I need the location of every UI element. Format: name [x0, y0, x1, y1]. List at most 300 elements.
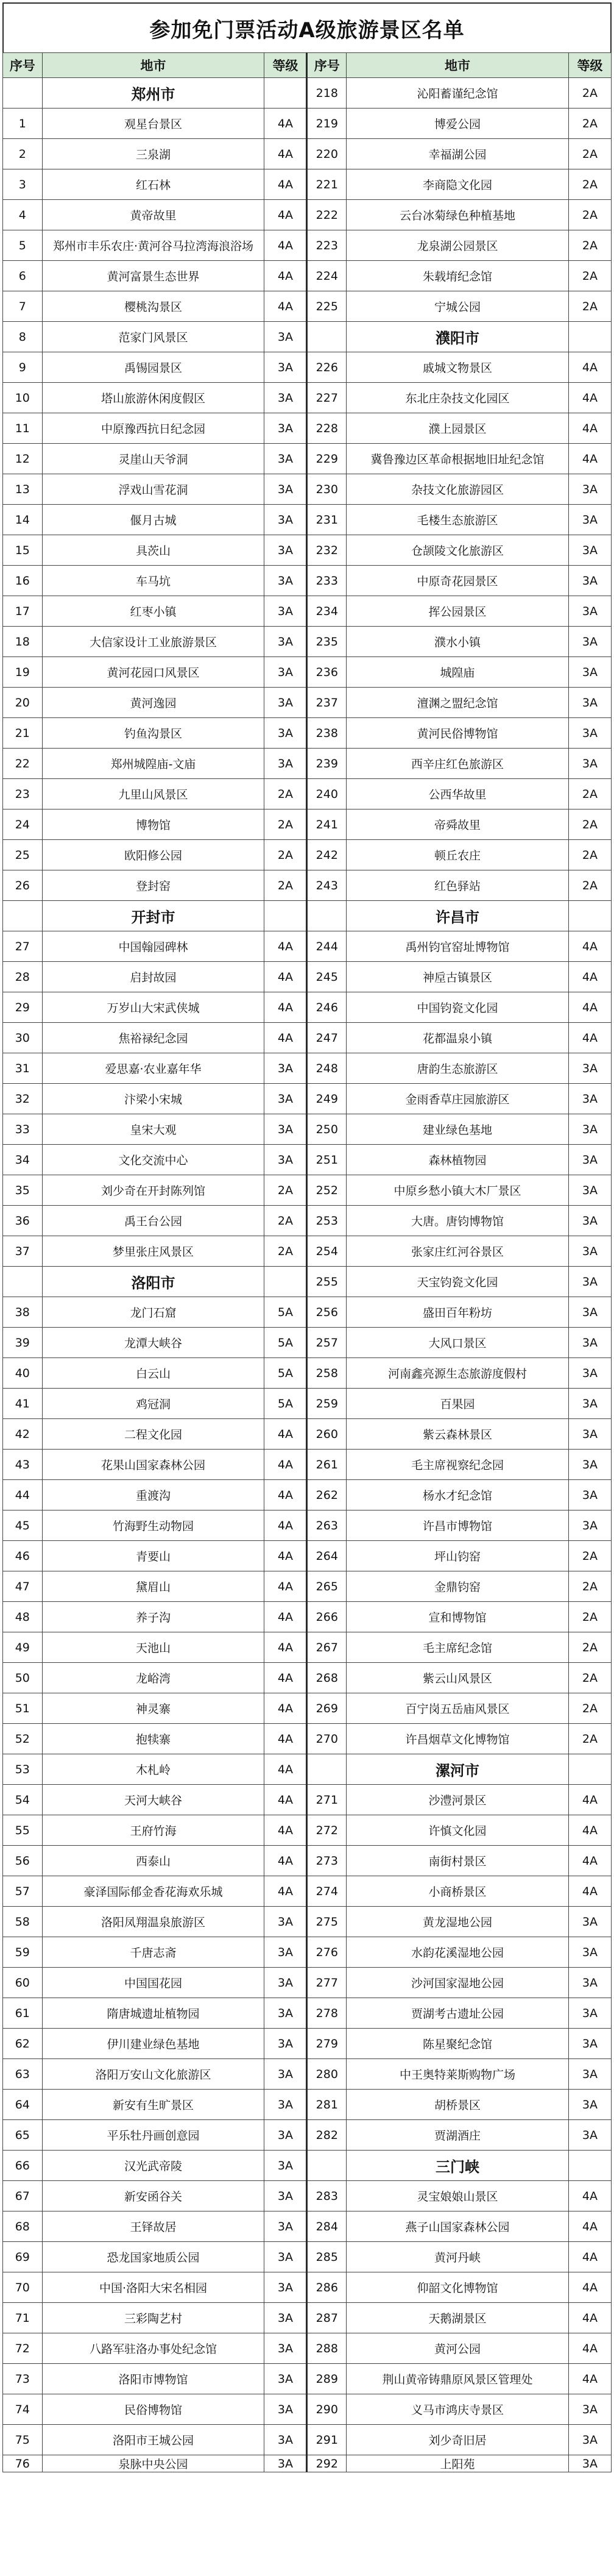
- row-number: 47: [3, 1571, 43, 1602]
- row-number: 58: [3, 1907, 43, 1937]
- table-row: [3, 2120, 612, 2151]
- row-number: 265: [307, 1571, 347, 1602]
- spot-name: 建业绿色基地: [347, 1114, 569, 1145]
- spot-grade: 3A: [568, 1084, 611, 1114]
- spot-name: 戚城文物景区: [347, 352, 569, 383]
- row-number: 45: [3, 1510, 43, 1541]
- table-row: [3, 78, 612, 109]
- spot-name: 博爱公园: [347, 109, 569, 139]
- row-number: 277: [307, 1968, 347, 1998]
- spot-grade: 3A: [568, 1297, 611, 1328]
- row-number: 291: [307, 2425, 347, 2455]
- spot-name: 紫云森林景区: [347, 1419, 569, 1450]
- table-row: [3, 840, 612, 870]
- spot-name: 唐韵生态旅游区: [347, 1053, 569, 1084]
- spot-grade: 2A: [568, 779, 611, 809]
- spot-grade: 3A: [264, 383, 307, 413]
- table-row: [3, 1541, 612, 1571]
- spot-name: 九里山风景区: [42, 779, 264, 809]
- spot-grade: 4A: [568, 444, 611, 474]
- spot-name: 中原奇花园景区: [347, 566, 569, 596]
- row-number: 257: [307, 1328, 347, 1358]
- row-number: 287: [307, 2303, 347, 2333]
- table-row: [3, 992, 612, 1023]
- spot-grade: 3A: [264, 2394, 307, 2425]
- row-number: 31: [3, 1053, 43, 1084]
- spot-name: 挥公园景区: [347, 596, 569, 627]
- spot-grade: 3A: [568, 1053, 611, 1084]
- spot-grade: 2A: [568, 78, 611, 109]
- spot-grade: 3A: [264, 352, 307, 383]
- spot-name: 冀鲁豫边区革命根据地旧址纪念馆: [347, 444, 569, 474]
- spot-grade: 2A: [264, 1175, 307, 1206]
- spot-grade: 3A: [568, 718, 611, 749]
- spot-name: 胡桥景区: [347, 2090, 569, 2120]
- row-number: 74: [3, 2394, 43, 2425]
- spot-name: 仰韶文化博物馆: [347, 2272, 569, 2303]
- row-number: 34: [3, 1145, 43, 1175]
- table-row: [3, 109, 612, 139]
- spot-grade: 4A: [568, 2211, 611, 2242]
- spot-grade: 3A: [568, 1389, 611, 1419]
- spot-name: 汉光武帝陵: [42, 2151, 264, 2181]
- spot-grade: 5A: [264, 1328, 307, 1358]
- spot-name: 沙澧河景区: [347, 1785, 569, 1815]
- spot-name: 帝舜故里: [347, 809, 569, 840]
- row-number: 65: [3, 2120, 43, 2151]
- city-grade-cell: [264, 78, 307, 109]
- spot-name: 焦裕禄纪念园: [42, 1023, 264, 1053]
- row-number: 281: [307, 2090, 347, 2120]
- spot-grade: 2A: [568, 1602, 611, 1632]
- row-number: 266: [307, 1602, 347, 1632]
- city-grade-cell: [264, 901, 307, 931]
- spot-grade: 2A: [568, 109, 611, 139]
- spot-name: 竹海野生动物园: [42, 1510, 264, 1541]
- table-row: [3, 230, 612, 261]
- spot-name: 大风口景区: [347, 1328, 569, 1358]
- spot-name: 启封故园: [42, 962, 264, 992]
- row-number: 29: [3, 992, 43, 1023]
- spot-grade: 4A: [264, 139, 307, 169]
- spot-name: 木札岭: [42, 1754, 264, 1785]
- table-row: [3, 688, 612, 718]
- row-number: 282: [307, 2120, 347, 2151]
- spot-name: 三泉湖: [42, 139, 264, 169]
- spot-grade: 3A: [264, 2059, 307, 2090]
- row-number: 235: [307, 627, 347, 657]
- spot-name: 杨水才纪念馆: [347, 1480, 569, 1510]
- row-number: 220: [307, 139, 347, 169]
- spot-grade: 3A: [264, 1053, 307, 1084]
- row-number: 2: [3, 139, 43, 169]
- row-number: 248: [307, 1053, 347, 1084]
- row-number: 283: [307, 2181, 347, 2211]
- table-row: [3, 1571, 612, 1602]
- spot-grade: 3A: [568, 1114, 611, 1145]
- city-heading: 三门峡: [347, 2151, 569, 2181]
- table-row: [3, 1968, 612, 1998]
- city-no-cell: [307, 1754, 347, 1785]
- row-number: 35: [3, 1175, 43, 1206]
- spot-name: 黄河逸园: [42, 688, 264, 718]
- table-row: [3, 1815, 612, 1846]
- spot-grade: 4A: [568, 1846, 611, 1876]
- row-number: 234: [307, 596, 347, 627]
- spot-name: 禹州钧官窑址博物馆: [347, 931, 569, 962]
- table-row: [3, 1389, 612, 1419]
- row-number: 43: [3, 1450, 43, 1480]
- spot-grade: 3A: [568, 1450, 611, 1480]
- spot-grade: 4A: [568, 2242, 611, 2272]
- spot-name: 濮上园景区: [347, 413, 569, 444]
- spot-name: 天宝钧瓷文化园: [347, 1267, 569, 1297]
- header-row: [3, 53, 612, 78]
- spot-name: 汴梁小宋城: [42, 1084, 264, 1114]
- spot-grade: 2A: [568, 1693, 611, 1724]
- row-number: 24: [3, 809, 43, 840]
- spot-grade: 3A: [264, 2272, 307, 2303]
- spot-grade: 4A: [568, 352, 611, 383]
- row-number: 223: [307, 230, 347, 261]
- city-no-cell: [307, 322, 347, 352]
- row-number: 55: [3, 1815, 43, 1846]
- spot-name: 黄河富景生态世界: [42, 261, 264, 291]
- spot-grade: 3A: [264, 2303, 307, 2333]
- spot-grade: 3A: [568, 1145, 611, 1175]
- table-row: [3, 809, 612, 840]
- table-row: [3, 291, 612, 322]
- spot-name: 郑州市丰乐农庄·黄河谷马拉湾海浪浴场: [42, 230, 264, 261]
- spot-grade: 4A: [264, 261, 307, 291]
- spot-grade: 5A: [264, 1297, 307, 1328]
- spot-name: 新安有生旷景区: [42, 2090, 264, 2120]
- spot-grade: 3A: [264, 688, 307, 718]
- spot-name: 文化交流中心: [42, 1145, 264, 1175]
- row-number: 21: [3, 718, 43, 749]
- row-number: 16: [3, 566, 43, 596]
- spot-name: 养子沟: [42, 1602, 264, 1632]
- spot-grade: 4A: [264, 1602, 307, 1632]
- spot-grade: 3A: [264, 566, 307, 596]
- spot-grade: 3A: [264, 322, 307, 352]
- spot-name: 许慎文化园: [347, 1815, 569, 1846]
- table-row: [3, 2333, 612, 2364]
- spot-grade: 3A: [264, 2455, 307, 2472]
- spot-grade: 3A: [264, 596, 307, 627]
- table-row: [3, 2029, 612, 2059]
- spot-grade: 2A: [264, 870, 307, 901]
- spot-name: 黛眉山: [42, 1571, 264, 1602]
- spot-grade: 4A: [264, 109, 307, 139]
- row-number: 232: [307, 535, 347, 566]
- spot-grade: 4A: [264, 1632, 307, 1663]
- spot-name: 东北庄杂技文化园区: [347, 383, 569, 413]
- spot-grade: 3A: [568, 1328, 611, 1358]
- table-row: [3, 1297, 612, 1328]
- row-number: 72: [3, 2333, 43, 2364]
- table-row: [3, 139, 612, 169]
- row-number: 218: [307, 78, 347, 109]
- spot-grade: 4A: [568, 1815, 611, 1846]
- row-number: 238: [307, 718, 347, 749]
- spot-name: 河南鑫亮源生态旅游度假村: [347, 1358, 569, 1389]
- table-row: [3, 901, 612, 931]
- spot-grade: 3A: [568, 566, 611, 596]
- row-number: 255: [307, 1267, 347, 1297]
- spot-name: 黄河花园口风景区: [42, 657, 264, 688]
- spot-name: 许昌市博物馆: [347, 1510, 569, 1541]
- spot-name: 青要山: [42, 1541, 264, 1571]
- row-number: 230: [307, 474, 347, 505]
- row-number: 59: [3, 1937, 43, 1968]
- spot-name: 黄河公园: [347, 2333, 569, 2364]
- spot-name: 洛阳凤翔温泉旅游区: [42, 1907, 264, 1937]
- row-number: 247: [307, 1023, 347, 1053]
- header-area: 地市: [42, 53, 264, 78]
- spot-grade: 3A: [568, 1236, 611, 1267]
- spot-name: 天池山: [42, 1632, 264, 1663]
- spot-name: 爱思嘉·农业嘉年华: [42, 1053, 264, 1084]
- city-no-cell: [307, 2151, 347, 2181]
- row-number: 274: [307, 1876, 347, 1907]
- row-number: 267: [307, 1632, 347, 1663]
- spot-grade: 2A: [568, 230, 611, 261]
- city-no-cell: [3, 1267, 43, 1297]
- spot-grade: 4A: [264, 1846, 307, 1876]
- spot-grade: 3A: [264, 413, 307, 444]
- table-row: [3, 169, 612, 200]
- city-no-cell: [3, 901, 43, 931]
- table-row: [3, 1175, 612, 1206]
- city-heading: 许昌市: [347, 901, 569, 931]
- title-bar: [2, 2, 612, 52]
- table-row: [3, 261, 612, 291]
- spot-name: 中国·洛阳大宋名相园: [42, 2272, 264, 2303]
- table-row: [3, 1907, 612, 1937]
- spot-grade: 3A: [568, 1480, 611, 1510]
- spot-name: 恐龙国家地质公园: [42, 2242, 264, 2272]
- spot-grade: 4A: [264, 1541, 307, 1571]
- spot-name: 中国钧瓷文化园: [347, 992, 569, 1023]
- table-row: [3, 2211, 612, 2242]
- row-number: 60: [3, 1968, 43, 1998]
- row-number: 10: [3, 383, 43, 413]
- table-row: [3, 1419, 612, 1450]
- spot-grade: 2A: [568, 261, 611, 291]
- spot-name: 洛阳市博物馆: [42, 2364, 264, 2394]
- spot-name: 偃月古城: [42, 505, 264, 535]
- spot-grade: 2A: [568, 1571, 611, 1602]
- spot-name: 梦里张庄风景区: [42, 1236, 264, 1267]
- row-number: 289: [307, 2364, 347, 2394]
- spot-grade: 2A: [264, 1206, 307, 1236]
- row-number: 243: [307, 870, 347, 901]
- city-grade-cell: [568, 1754, 611, 1785]
- city-heading: 濮阳市: [347, 322, 569, 352]
- spot-name: 宁城公园: [347, 291, 569, 322]
- row-number: 245: [307, 962, 347, 992]
- row-number: 7: [3, 291, 43, 322]
- table-row: [3, 474, 612, 505]
- table-row: [3, 627, 612, 657]
- spot-grade: 3A: [568, 535, 611, 566]
- spot-grade: 3A: [264, 1998, 307, 2029]
- spot-grade: 4A: [264, 200, 307, 230]
- row-number: 231: [307, 505, 347, 535]
- table-row: [3, 2151, 612, 2181]
- spot-name: 朱载堉纪念馆: [347, 261, 569, 291]
- table-row: [3, 870, 612, 901]
- spot-grade: 2A: [568, 1724, 611, 1754]
- row-number: 46: [3, 1541, 43, 1571]
- row-number: 3: [3, 169, 43, 200]
- spot-name: 伊川建业绿色基地: [42, 2029, 264, 2059]
- row-number: 275: [307, 1907, 347, 1937]
- row-number: 276: [307, 1937, 347, 1968]
- row-number: 5: [3, 230, 43, 261]
- spot-grade: 3A: [264, 2120, 307, 2151]
- row-number: 241: [307, 809, 347, 840]
- row-number: 273: [307, 1846, 347, 1876]
- spot-grade: 2A: [568, 870, 611, 901]
- spot-grade: 4A: [264, 1815, 307, 1846]
- spot-name: 重渡沟: [42, 1480, 264, 1510]
- spot-grade: 2A: [568, 1663, 611, 1693]
- spot-grade: 3A: [264, 627, 307, 657]
- spot-grade: 3A: [264, 1937, 307, 1968]
- spot-name: 天鹅湖景区: [347, 2303, 569, 2333]
- spot-grade: 4A: [264, 931, 307, 962]
- city-grade-cell: [264, 1267, 307, 1297]
- spot-grade: 3A: [568, 596, 611, 627]
- table-row: [3, 444, 612, 474]
- spot-grade: 4A: [264, 1724, 307, 1754]
- row-number: 54: [3, 1785, 43, 1815]
- spot-name: 博物馆: [42, 809, 264, 840]
- spot-grade: 3A: [264, 2181, 307, 2211]
- spot-grade: 3A: [568, 1510, 611, 1541]
- spot-grade: 4A: [264, 291, 307, 322]
- spot-grade: 4A: [568, 383, 611, 413]
- spot-name: 鸡冠洞: [42, 1389, 264, 1419]
- spot-name: 毛主席纪念馆: [347, 1632, 569, 1663]
- spot-grade: 4A: [264, 1785, 307, 1815]
- spot-name: 公西华故里: [347, 779, 569, 809]
- table-row: [3, 718, 612, 749]
- header-grade: 等级: [264, 53, 307, 78]
- spot-name: 沙河国家湿地公园: [347, 1968, 569, 1998]
- row-number: 239: [307, 749, 347, 779]
- row-number: 244: [307, 931, 347, 962]
- spot-name: 中国国花园: [42, 1968, 264, 1998]
- spot-name: 禹王台公园: [42, 1206, 264, 1236]
- row-number: 263: [307, 1510, 347, 1541]
- row-number: 63: [3, 2059, 43, 2090]
- spot-grade: 3A: [264, 2333, 307, 2364]
- row-number: 18: [3, 627, 43, 657]
- spot-grade: 4A: [264, 1754, 307, 1785]
- table-row: [3, 1937, 612, 1968]
- spot-name: 西泰山: [42, 1846, 264, 1876]
- spot-grade: 3A: [264, 718, 307, 749]
- spot-name: 洛阳市王城公园: [42, 2425, 264, 2455]
- spot-grade: 2A: [264, 1236, 307, 1267]
- table-row: [3, 1206, 612, 1236]
- table-row: [3, 2242, 612, 2272]
- table-row: [3, 2303, 612, 2333]
- row-number: 292: [307, 2455, 347, 2472]
- row-number: 246: [307, 992, 347, 1023]
- spot-grade: 3A: [264, 749, 307, 779]
- spot-name: 红石林: [42, 169, 264, 200]
- table-row: [3, 2425, 612, 2455]
- row-number: 284: [307, 2211, 347, 2242]
- spot-grade: 2A: [264, 779, 307, 809]
- spot-name: 义马市鸿庆寺景区: [347, 2394, 569, 2425]
- spot-grade: 4A: [264, 1419, 307, 1450]
- row-number: 250: [307, 1114, 347, 1145]
- city-heading: 郑州市: [42, 78, 264, 109]
- row-number: 290: [307, 2394, 347, 2425]
- spot-grade: 3A: [264, 1114, 307, 1145]
- spot-grade: 3A: [568, 2090, 611, 2120]
- spot-name: 禹锡园景区: [42, 352, 264, 383]
- table-row: [3, 779, 612, 809]
- spot-name: 千唐志斋: [42, 1937, 264, 1968]
- row-number: 249: [307, 1084, 347, 1114]
- spot-name: 洛阳万安山文化旅游区: [42, 2059, 264, 2090]
- row-number: 44: [3, 1480, 43, 1510]
- spot-name: 云台冰菊绿色种植基地: [347, 200, 569, 230]
- spot-grade: 3A: [264, 2211, 307, 2242]
- scenic-spot-table: [2, 52, 612, 2472]
- spot-grade: 2A: [568, 291, 611, 322]
- spot-grade: 4A: [264, 1023, 307, 1053]
- row-number: 62: [3, 2029, 43, 2059]
- table-row: [3, 2394, 612, 2425]
- spot-grade: 4A: [264, 1450, 307, 1480]
- row-number: 219: [307, 109, 347, 139]
- spot-name: 荆山黄帝铸鼎原风景区管理处: [347, 2364, 569, 2394]
- spot-grade: 4A: [568, 413, 611, 444]
- row-number: 251: [307, 1145, 347, 1175]
- table-row: [3, 1998, 612, 2029]
- spot-name: 燕子山国家森林公园: [347, 2211, 569, 2242]
- table-row: [3, 566, 612, 596]
- table-row: [3, 1510, 612, 1541]
- spot-grade: 3A: [568, 2394, 611, 2425]
- row-number: 233: [307, 566, 347, 596]
- spot-name: 毛主席视察纪念园: [347, 1450, 569, 1480]
- spot-grade: 4A: [568, 2272, 611, 2303]
- spot-grade: 4A: [264, 992, 307, 1023]
- header-no: 序号: [3, 53, 43, 78]
- row-number: 13: [3, 474, 43, 505]
- spot-grade: 4A: [568, 2364, 611, 2394]
- city-no-cell: [3, 78, 43, 109]
- spot-name: 神垕古镇景区: [347, 962, 569, 992]
- spot-name: 红枣小镇: [42, 596, 264, 627]
- spot-name: 城隍庙: [347, 657, 569, 688]
- row-number: 256: [307, 1297, 347, 1328]
- spot-name: 宣和博物馆: [347, 1602, 569, 1632]
- table-row: [3, 596, 612, 627]
- spot-name: 黄河丹峡: [347, 2242, 569, 2272]
- header-grade: 等级: [568, 53, 611, 78]
- spot-name: 三彩陶艺村: [42, 2303, 264, 2333]
- table-row: [3, 1602, 612, 1632]
